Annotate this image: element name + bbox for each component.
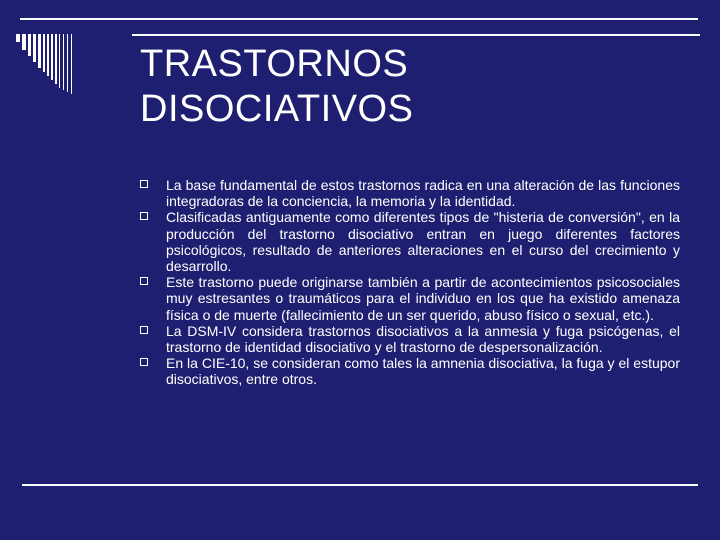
bottom-divider <box>22 484 698 486</box>
bullet-text: En la CIE-10, se consideran como tales la amnenia disociativa, la fuga y el estupor disociativos, entre otros. <box>166 355 680 388</box>
bullet-text: La base fundamental de estos trastornos radica en una alteración de las funciones integradoras de la conciencia, la memoria y la identidad. <box>166 177 680 210</box>
decorative-bar <box>43 34 45 72</box>
bullet-item <box>140 323 680 355</box>
bullet-text: La DSM-IV considera trastornos disociativos a la anmesia y fuga psicógenas, el trastorno de identidad disociativo y el trastorno de despersonalización. <box>166 322 680 356</box>
title-rule <box>132 34 700 36</box>
bullet-text: Este trastorno puede originarse también a partir de acontecimientos psicosociales muy estresantes o traumáticos para el individuo en los que ha existido amenaza física o de muerte (fallecimiento de un ser querido, abuso físico o sexual, etc.). <box>166 274 680 323</box>
hollow-square-bullet-icon <box>140 212 148 220</box>
decorative-bar <box>63 34 64 90</box>
bullet-item <box>140 274 680 323</box>
decorative-bar <box>55 34 57 84</box>
bullet-item <box>140 355 680 387</box>
hollow-square-bullet-icon <box>140 277 148 285</box>
slide-title <box>140 42 680 132</box>
bullet-item <box>140 209 680 274</box>
decorative-bar <box>59 34 60 88</box>
decorative-bar <box>33 34 36 62</box>
slide-title-line: DISOCIATIVOS <box>140 88 414 130</box>
decorative-bar <box>71 34 72 94</box>
bullet-text: Clasificadas antiguamente como diferentes tipos de "histeria de conversión", en la producción del trastorno disociativo entran en juego diferentes factores psicológicos, resultado de anteriores alteraciones en el curso del crecimiento y desarrollo. <box>166 209 680 275</box>
decorative-bar <box>22 34 26 50</box>
decorative-bar <box>67 34 68 92</box>
decorative-bar <box>28 34 31 56</box>
slide-title-line: TRASTORNOS <box>140 43 409 85</box>
bullet-item <box>140 177 680 209</box>
hollow-square-bullet-icon <box>140 358 148 366</box>
hollow-square-bullet-icon <box>140 326 148 334</box>
decorative-bar <box>47 34 49 76</box>
top-divider <box>20 18 698 20</box>
decorative-bar <box>51 34 53 80</box>
decorative-bar <box>16 34 20 42</box>
bullet-list <box>140 177 680 388</box>
hollow-square-bullet-icon <box>140 180 148 188</box>
decorative-bar <box>38 34 41 68</box>
